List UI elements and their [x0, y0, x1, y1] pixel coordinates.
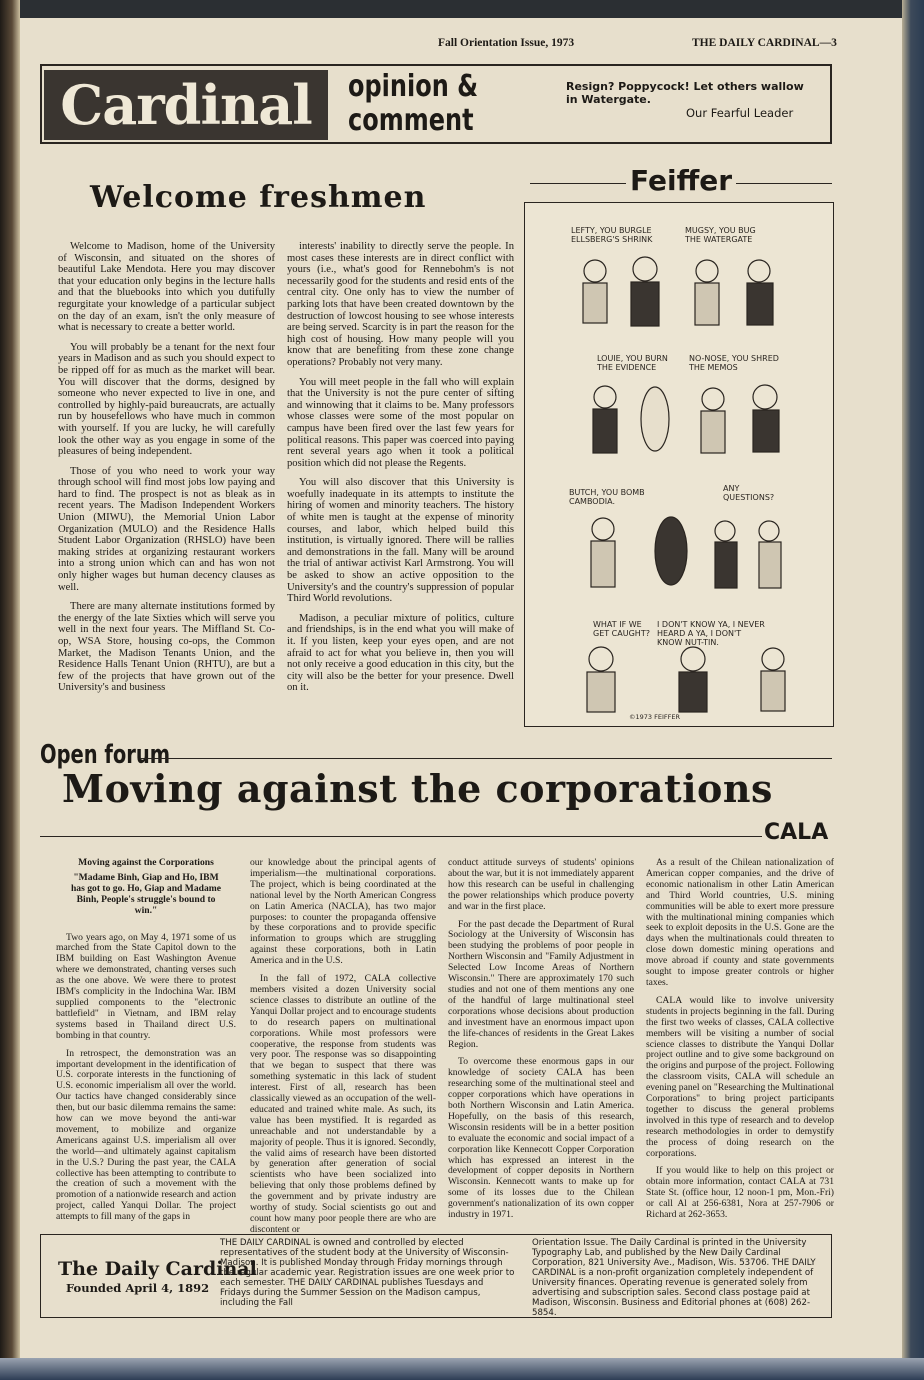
footer-text-right: Orientation Issue. The Daily Cardinal is printed in the University Typography Lab, and published by the New Daily Cardinal Corporation, 821 University Ave., Madison, Wis. 53706. THE DAILY CARDINAL is a non-profit organization completely independent of University finances. Operating revenue is generated solely from advertising and subscription sales. Second class postage paid at Madison, Wisconsin. Business and Editorial phones at (608) 262-5854.	[532, 1238, 816, 1318]
binding-edge-right	[902, 0, 924, 1380]
cardinal-logo: Cardinal	[44, 70, 328, 140]
panel-caption-2: MUGSY, YOU BUG THE WATERGATE	[685, 226, 756, 244]
paragraph: Those of you who need to work your way through school will find most jobs low paying and hard to find. The prospect is not as bleak as in recent years. The Madison Independent Workers Union (MIWU), the Memorial Union Labor Organization (MULO) and the Residence Halls Student Labor Organization (RHSLO) have been making strides at organizing restaurant workers into a strong union which can and has won not only higher wages but human decency clauses as well.	[58, 465, 275, 593]
paragraph: our knowledge about the principal agents of imperialism—the multinational corporations. The project, which is being coordinated at the national level by the North American Congress on Latin America (NACLA), has two major purposes: to counter the propaganda offensive by these corporations and to provide specific information to groups which are struggling against these corporations, both in Latin America and in the U.S.	[250, 857, 436, 967]
book-spine	[0, 0, 20, 1380]
paragraph: interests' inability to directly serve the people. In most cases these interests are in direct conflict with yours (i.e., what's good for Rennebohm's is not necessarily good for the students and resid ents of the central city. One only has to view the number of parking lots that have been created downtown by the destruction of lowcost housing to see whose interests are being served. Scarcity is in part the reason for the high cost of housing. How many people will you know that are benefiting from these zone change operations? Probably not very many.	[287, 241, 514, 368]
feiffer-cartoon	[524, 202, 834, 727]
paragraph: In the fall of 1972, CALA collective members visited a dozen University social science classes to distribute an outline of the Yanqui Dollar project and to encourage students to do research papers on multinational corporations. While most professors were cooperative, the response from students was very poor. The response was so disappointing that we began to suspect that there was something systematic in this lack of student interest. First of all, research has been classically viewed as an occupation of the well-educated and trained white male. As such, its value has been mystified. It is regarded as unreachable and not understandable by a majority of people. Thus it is ignored. Secondly, the valid aims of research have been distorted by generation after generation of social scientists who have been socialized into believing that only those problems defined by the government and by private industry are worthy of study. Social scientists go out and count how many poor people there are who are discontent or	[250, 973, 436, 1235]
forum-column-4	[646, 858, 834, 1228]
panel-caption-3: LOUIE, YOU BURN THE EVIDENCE	[597, 354, 668, 372]
cartoon-credit: ©1973 FEIFFER	[629, 713, 680, 721]
editorial-column-1	[58, 241, 275, 702]
paragraph: If you would like to help on this project or obtain more information, contact CALA at 731 State St. (office hour, 12 noon-1 pm, Mon.-Fri) or call Al at 256-6381, Nora at 257-7906 or Richard at 262-3653.	[646, 1165, 834, 1221]
intro-title: Moving against the Corporations	[78, 857, 214, 868]
opinion-comment-heading	[348, 70, 478, 138]
binding-edge-bottom	[0, 1358, 924, 1380]
panel-caption-1: LEFTY, YOU BURGLE ELLSBERG'S SHRINK	[571, 226, 653, 244]
editorial-column-2	[287, 241, 514, 702]
cala-rule	[40, 836, 762, 837]
paragraph: In retrospect, the demonstration was an important development in the identification of U.S. corporate interests in the functioning of U.S. economic imperialism all over the world. Our tactics have changed considerably since then, but our basic dilemma remains the same: how can we move beyond the anti-war movement, to mobilize and organize Americans against U.S. imperialism all over the world—and ultimately against capitalism in the U.S.? During the past year, the CALA collective has been attempting to contribute to the creation of such a movement with the promotion of a nationwide research and action project, called Yanqui Dollar. The project attempts to fill many of the gaps in	[56, 1047, 236, 1223]
panel-caption-7: WHAT IF WE GET CAUGHT?	[593, 620, 650, 638]
quote-attribution: Our Fearful Leader	[686, 106, 794, 120]
paragraph: Two years ago, on May 4, 1971 some of us marched from the State Capitol down to the IBM building on East Washington Avenue where we demonstrated, chanting verses such as the one above. We were there to protest IBM's complicity in the Indochina War. IBM supplied components to the "electronic battlefield" in Vietnam, and IBM relay systems based in Thailand direct U.S. bombing in that country.	[56, 931, 236, 1041]
panel-caption-5: BUTCH, YOU BOMB CAMBODIA.	[569, 488, 645, 506]
opinion-label: opinion &	[348, 69, 479, 104]
issue-label: Fall Orientation Issue, 1973	[438, 37, 575, 49]
paragraph: For the past decade the Department of Rural Sociology at the University of Wisconsin has been studying the problems of poor people in Northern Wisconsin and "Family Adjustment in Selected Low Income Areas of Northern Wisconsin." There are approximately 170 such studies and not one of them mentions any one of the handful of large multinational steel corporations whose decisions about production and investment have an enormous impact upon the life-chances of residents in the Great Lakes Region.	[448, 918, 634, 1050]
forum-column-1	[56, 858, 236, 1230]
paragraph: conduct attitude surveys of students' opinions about the war, but it is not immediately apparent how this research can be useful in challenging the power relationships which produce poverty and war in the first place.	[448, 857, 634, 912]
editorial-title: Welcome freshmen	[90, 180, 427, 215]
forum-title: Moving against the corporations	[62, 766, 773, 811]
paragraph: To overcome these enormous gaps in our knowledge of society CALA has been researching some of the multinational steel and copper corporations which have operations in both Northern Wisconsin and Latin America. Hopefully, on the basis of this research, Wisconsin residents will be in a better position to evaluate the economic and social impact of a corporation like Kennecott Copper Corporation which has expressed an interest in the development of copper deposits in Northern Wisconsin. Kennecott wants to make up for some of its losses due to the Chilean government's nationalization of its own copper industry in 1971.	[448, 1056, 634, 1221]
paragraph: CALA would like to involve university students in projects beginning in the fall. During the first two weeks of classes, CALA collective members will be visiting a number of social science classes to distribute the Yanqui Dollar project outline and to give some background on the origins and purpose of the project. Following the classroom visits, CALA will schedule an evening panel on "Researching the Multinational Corporations" to bring project participants together to discuss the general problems involved in this type of research and to develop research methodologies in order to demystify the process of doing research on the corporations.	[646, 994, 835, 1159]
panel-caption-6: ANY QUESTIONS?	[723, 484, 775, 502]
intro-verse: "Madame Binh, Giap and Ho, IBM has got to go. Ho, Giap and Madame Binh, People's struggle's bound to win."	[70, 871, 222, 916]
paragraph: You will meet people in the fall who will explain that the University is not the pure center of sifting and winnowing that it claims to be. Many professors whose classes were some of the most popular on campus have been fired over the last few years for political reasons. This paper was coerced into paying rent several years ago when it took a political position which did not please the Regents.	[287, 376, 514, 469]
footer-founded: Founded April 4, 1892	[66, 1281, 210, 1295]
cartoon-illustration	[525, 203, 833, 726]
paragraph: As a result of the Chilean nationalization of American copper companies, and the drive of economic nationalism in other Latin American and Third World countries, U.S. mining communities will be able to exert more pressure with the multinational mining companies which seek to exploit deposits in the U.S. Gone are the days when the multinationals could threaten to close down domestic mining operations and move abroad if county and state governments sought to impose greater controls or higher taxes.	[646, 857, 834, 988]
paragraph: Madison, a peculiar mixture of politics, culture and friendships, is in the end what you will make of it. If you listen, keep your eyes open, and are not afraid to act for what you believe in, then you will not only receive a good education in this city, but the city will also be the better for your presence. Dwell on it.	[287, 612, 514, 694]
cartoon-title: Feiffer	[626, 164, 736, 197]
footer-text-left: THE DAILY CARDINAL is owned and controlled by elected representatives of the student body at the University of Wisconsin-Madison. It is published Monday through Friday mornings through the regular academic year. Registration issues are one week prior to each semester. THE DAILY CARDINAL publishes Tuesdays and Fridays during the Summer Session on the Madison campus, including the Fall	[220, 1238, 515, 1308]
paragraph: Welcome to Madison, home of the University of Wisconsin, and situated on the shores of beautiful Lake Mendota. Here you may discover that your education only begins in the lecture halls and that the bluebooks into which you dutifully regurgitate your knowledge of a particular subject on the day of an exam, isn't the only measure of what is necessary to create a better world.	[58, 241, 275, 334]
comment-label: comment	[348, 103, 474, 138]
panel-caption-4: NO-NOSE, YOU SHRED THE MEMOS	[689, 354, 779, 372]
forum-column-2	[250, 858, 436, 1243]
masthead-quote: Resign? Poppycock! Let others wallow in Watergate.	[566, 80, 804, 106]
forum-byline: CALA	[764, 820, 829, 845]
paragraph: There are many alternate institutions formed by the energy of the late Sixties which will serve you well in the next four years. The Miffland St. Co-op, WSA Store, housing co-ops, the Common Market, the Madison Tenants Union, and the Residence Halls Tenant Union (RHTU), are but a few of the projects that have grown out of the University's and business	[58, 601, 275, 694]
page-header: THE DAILY CARDINAL—3	[692, 37, 837, 49]
footer-paper-name: The Daily Cardinal	[58, 1258, 257, 1280]
panel-caption-8: I DON'T KNOW YA, I NEVER HEARD A YA, I DON'T KNOW NUT-TIN.	[657, 620, 765, 647]
paragraph: You will probably be a tenant for the next four years in Madison and as such you should expect to be ripped off for as much as the market will bear. You will discover that the dorms, designed by someone who never expected to live in one, and controlled by highly-paid bureaucrats, are actually run by housefellows who have much in common with yourself. If you are lucky, he will carefully look the other way as you engage in some of the pleasures of being independent.	[58, 341, 275, 458]
forum-column-3	[448, 858, 634, 1228]
open-forum-label: Open forum	[40, 740, 171, 770]
open-forum-rule	[140, 758, 832, 759]
paragraph: You will also discover that this University is woefully inadequate in its attempts to institute the hiring of women and minority teachers. The history of white men is taught at the expense of minority courses, and labor, which helped build this institution, is virtually ignored. There will be rallies and demonstrations in the fall. Many will be around the trial of antiwar activist Karl Armstrong. You will be asked to show an active opposition to the University's and the country's suppression of popular Third World revolutions.	[287, 477, 514, 605]
